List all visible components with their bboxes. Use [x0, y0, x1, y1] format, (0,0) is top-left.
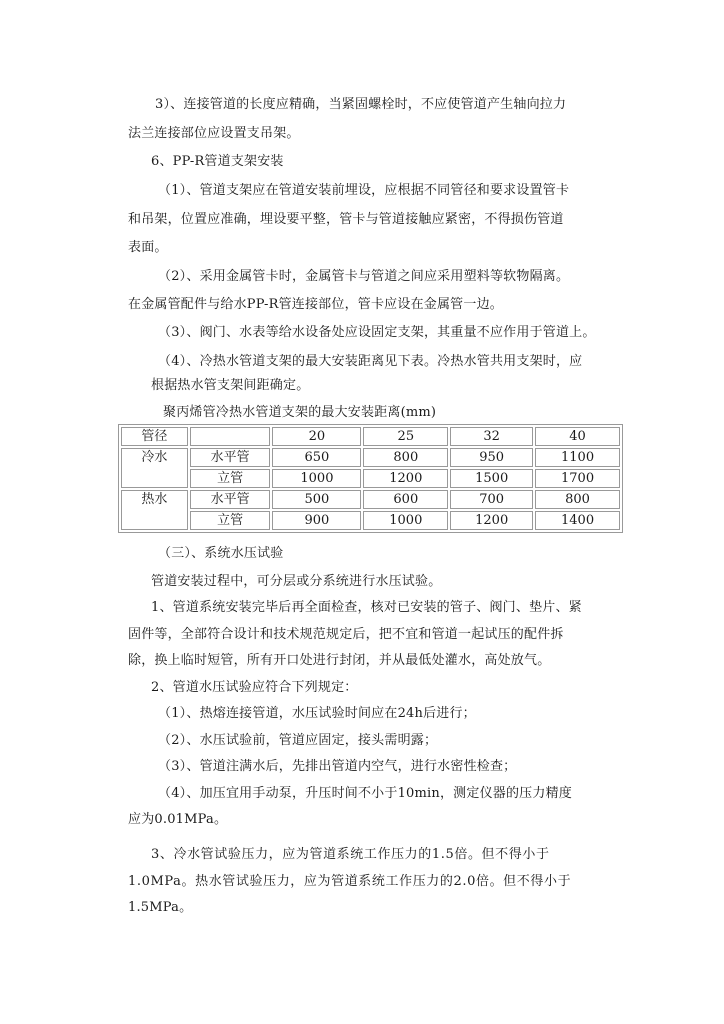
paragraph-line: 1.5MPa。: [128, 900, 193, 915]
header-cell: 25: [363, 427, 448, 446]
paragraph-line: 在金属管配件与给水PP-R管连接部位，管卡应设在金属管一边。: [128, 297, 503, 312]
paragraph-line: （1）、热熔连接管道，水压试验时间应在24h后进行；: [158, 706, 476, 721]
value-cell: 1200: [450, 511, 533, 530]
table-row: [121, 490, 620, 509]
type-cell: 水平管: [190, 490, 271, 509]
paragraph-line: 应为0.01MPa。: [128, 812, 228, 827]
value-cell: 1100: [535, 448, 620, 467]
value-cell: 600: [363, 490, 448, 509]
value-cell: 650: [272, 448, 361, 467]
table-header-row: [121, 427, 620, 446]
group-cell: 冷水: [121, 448, 188, 488]
type-cell: 水平管: [190, 448, 271, 467]
value-cell: 1700: [535, 469, 620, 488]
value-cell: 800: [535, 490, 620, 509]
value-cell: 900: [272, 511, 361, 530]
paragraph-line: 1、管道系统安装完毕后再全面检查，核对已安装的管子、阀门、垫片、紧: [151, 600, 582, 615]
value-cell: 1200: [363, 469, 448, 488]
paragraph-line: 3）、连接管道的长度应精确，当紧固螺栓时，不应使管道产生轴向拉力: [155, 97, 567, 112]
value-cell: 1000: [272, 469, 361, 488]
value-cell: 1000: [363, 511, 448, 530]
header-cell: 20: [272, 427, 361, 446]
paragraph-line: （3）、阀门、水表等给水设备处应设固定支架，其重量不应作用于管道上。: [158, 325, 596, 340]
value-cell: 500: [272, 490, 361, 509]
paragraph-line: 根据热水管支架间距确定。: [151, 378, 310, 393]
table-row: [121, 511, 620, 530]
paragraph-line: 法兰连接部位应设置支吊架。: [128, 126, 300, 141]
paragraph-line: （3）、管道注满水后，先排出管道内空气，进行水密性检查；: [158, 759, 517, 774]
paragraph-line: 固件等，全部符合设计和技术规范规定后，把不宜和管道一起试压的配件拆: [128, 627, 564, 642]
paragraph-line: （4）、冷热水管道支架的最大安装距离见下表。冷热水管共用支架时，应: [158, 354, 583, 369]
section-heading: （三）、系统水压试验: [158, 546, 284, 561]
header-cell: 管径: [121, 427, 188, 446]
paragraph-line: 2、管道水压试验应符合下列规定：: [151, 680, 358, 695]
paragraph-line: （2）、采用金属管卡时，金属管卡与管道之间应采用塑料等软物隔离。: [158, 269, 570, 284]
value-cell: 1400: [535, 511, 620, 530]
value-cell: 950: [450, 448, 533, 467]
section-heading: 6、PP-R管道支架安装: [151, 154, 284, 169]
paragraph-line: （4）、加压宜用手动泵，升压时间不小于10min，测定仪器的压力精度: [158, 786, 572, 801]
paragraph-line: 和吊架，位置应准确，埋设要平整，管卡与管道接触应紧密，不得损伤管道: [128, 212, 564, 227]
table-row: [121, 448, 620, 467]
value-cell: 800: [363, 448, 448, 467]
paragraph-line: 除，换上临时短管，所有开口处进行封闭，并从最低处灌水，高处放气。: [128, 653, 551, 668]
pipe-support-spacing-table: [118, 424, 623, 533]
group-cell: 热水: [121, 490, 188, 530]
header-cell: 40: [535, 427, 620, 446]
paragraph-line: 表面。: [128, 240, 168, 255]
paragraph-line: 1.0MPa。热水管试验压力，应为管道系统工作压力的2.0倍。但不得小于: [128, 874, 572, 889]
header-cell: [190, 427, 271, 446]
table-caption: 聚丙烯管冷热水管道支架的最大安装距离(mm): [163, 405, 437, 420]
table-row: [121, 469, 620, 488]
value-cell: 700: [450, 490, 533, 509]
type-cell: 立管: [190, 469, 271, 488]
paragraph-line: 管道安装过程中，可分层或分系统进行水压试验。: [151, 574, 442, 589]
paragraph-line: （2）、水压试验前，管道应固定，接头需明露；: [158, 733, 438, 748]
value-cell: 1500: [450, 469, 533, 488]
type-cell: 立管: [190, 511, 271, 530]
paragraph-line: 3、冷水管试验压力，应为管道系统工作压力的1.5倍。但不得小于: [151, 847, 550, 862]
paragraph-line: （1）、管道支架应在管道安装前埋设，应根据不同管径和要求设置管卡: [158, 183, 570, 198]
header-cell: 32: [450, 427, 533, 446]
